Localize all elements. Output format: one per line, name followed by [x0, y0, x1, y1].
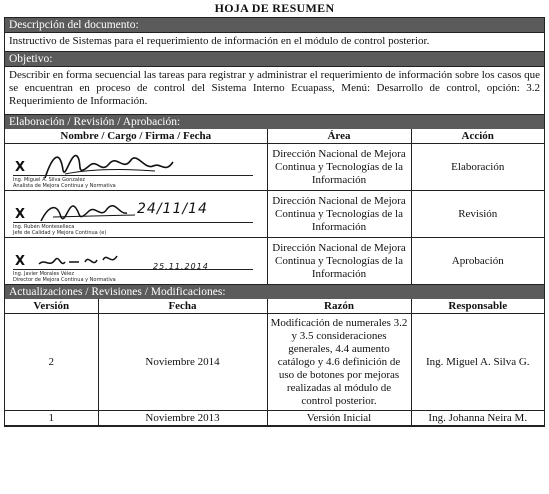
approval-row [5, 191, 544, 238]
signature-x-mark: X [15, 207, 26, 222]
table-row [5, 411, 544, 426]
column-header-area: Área [267, 129, 411, 144]
summary-sheet [4, 17, 545, 427]
signature-date: 25.11.2014 [153, 262, 209, 271]
responsible-cell: Ing. Miguel A. Silva G. [411, 314, 544, 411]
signer-cargo: Analista de Mejora Continua y Normativa [13, 183, 116, 189]
action-cell: Elaboración [411, 144, 544, 191]
signature-cell [5, 144, 267, 191]
signature-line [13, 269, 253, 270]
date-cell: Noviembre 2014 [98, 314, 267, 411]
approval-row [5, 144, 544, 191]
area-cell: Dirección Nacional de Mejora Continua y Tecnologías de la Información [267, 238, 411, 285]
version-cell: 2 [5, 314, 98, 411]
signature-x-mark: X [15, 254, 26, 269]
area-cell: Dirección Nacional de Mejora Continua y Tecnologías de la Información [267, 144, 411, 191]
description-text: Instructivo de Sistemas para el requerimiento de información en el módulo de control posterior. [5, 33, 544, 52]
signer-cargo: Jefe de Calidad y Mejora Continua (e) [13, 230, 107, 236]
signature-date: 24/11/14 [137, 201, 208, 217]
approval-header: Elaboración / Revisión / Aprobación: [5, 115, 544, 129]
version-cell: 1 [5, 411, 98, 426]
signer-name: Ing. Rubén Monteselleca [13, 224, 75, 230]
area-cell: Dirección Nacional de Mejora Continua y Tecnologías de la Información [267, 191, 411, 238]
signature-line [13, 175, 253, 176]
column-header-date: Fecha [98, 299, 267, 314]
updates-header: Actualizaciones / Revisiones / Modificaciones: [5, 285, 544, 299]
responsible-cell: Ing. Johanna Neira M. [411, 411, 544, 426]
signature-cell [5, 191, 267, 238]
action-cell: Revisión [411, 191, 544, 238]
updates-header-row [5, 299, 544, 314]
signature-cell [5, 238, 267, 285]
signature-line [13, 222, 253, 223]
objective-text: Describir en forma secuencial las tareas para registrar y administrar el requerimiento de información sobre los casos que se encuentran en proceso de control del Sistema Interno Ecuapass, Menú: Desarrollo de control, opción: 3.2 Requerimiento de Información. [5, 67, 544, 115]
updates-table [5, 299, 544, 426]
page-title: HOJA DE RESUMEN [214, 1, 335, 15]
approval-header-row [5, 129, 544, 144]
objective-header: Objetivo: [5, 52, 544, 67]
table-row [5, 314, 544, 411]
approval-table [5, 129, 544, 285]
reason-cell: Modificación de numerales 3.2 y 3.5 consideraciones generales, 4.4 aumento catálogo y 4.6 definición de uso de botones por mejoras realizadas al módulo de control posterior. [267, 314, 411, 411]
column-header-name: Nombre / Cargo / Firma / Fecha [5, 129, 267, 144]
approval-row [5, 238, 544, 285]
reason-cell: Versión Inicial [267, 411, 411, 426]
column-header-action: Acción [411, 129, 544, 144]
signer-cargo: Director de Mejora Continua y Normativa [13, 277, 116, 283]
signer-name: Ing. Miguel A. Silva Gonzalez [13, 177, 86, 183]
date-cell: Noviembre 2013 [98, 411, 267, 426]
column-header-reason: Razón [267, 299, 411, 314]
column-header-version: Versión [5, 299, 98, 314]
description-header: Descripción del documento: [5, 18, 544, 33]
signature-x-mark: X [15, 160, 26, 175]
action-cell: Aprobación [411, 238, 544, 285]
signer-name: Ing. Javier Morales Vélez [13, 271, 74, 277]
column-header-responsible: Responsable [411, 299, 544, 314]
